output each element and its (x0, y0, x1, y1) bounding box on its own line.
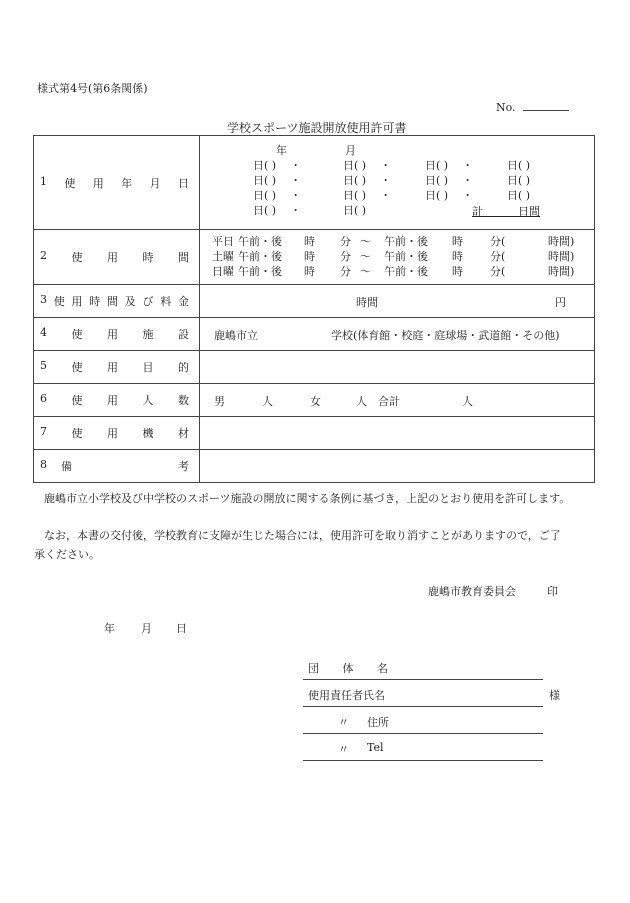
permit-statement: 鹿嶋市立小学校及び中学校のスポーツ施設の開放に関する条例に基づき，上記のとおり使用を許可します。 (44, 492, 571, 505)
time-line-sunday: 日曜 午前・後 時 分 ～ 午前・後 時 分( 時間) (212, 265, 575, 278)
document-number (496, 101, 569, 114)
row-label-time: 2 使 用 時 間 (34, 230, 200, 285)
address-line[interactable] (303, 733, 543, 734)
ditto-mark-tel: 〃 (338, 743, 349, 756)
fee-yen: 円 (555, 296, 566, 309)
remarks-field[interactable] (200, 450, 595, 483)
permit-table (33, 135, 595, 483)
table-row (34, 450, 595, 483)
table-row (34, 384, 595, 417)
row-label-date: 1 使 用 年 月 日 (34, 136, 200, 230)
tel-line[interactable] (303, 760, 543, 761)
date-field[interactable]: 年 月 日( ) ・ 日( ) ・ 日( ) ・ 日( ) ・ 日( ) ・ 日( ) ・ 日( ) ・ 日( ) 日( ) ・ 日( ) ・ 日( ) ・ 日( ) 日( ) 日( ) 計 日間 (200, 136, 595, 230)
fee-field[interactable] (200, 285, 595, 318)
table-row (34, 318, 595, 351)
address-label: 住所 (367, 716, 389, 729)
row-label-fee: 3 使 用 時 間 及 び 料 金 (34, 285, 200, 318)
no-label: No. (496, 101, 516, 114)
row-label-facility: 4 使 用 施 設 (34, 318, 200, 351)
issue-date-year: 年 (104, 622, 115, 635)
day-slots-col1: 日( ) ・ 日( ) ・ 日( ) ・ 日( ) ・ (253, 159, 302, 217)
responsible-label: 使用責任者氏名 (308, 689, 385, 702)
group-name-label: 団 体 名 (308, 662, 388, 675)
table-row (34, 351, 595, 384)
page-title: 学校スポーツ施設開放使用許可書 (227, 121, 407, 135)
sama-suffix: 様 (549, 689, 560, 702)
table-row (34, 230, 595, 285)
time-lines (212, 234, 574, 279)
day-slots-col3: 日( ) ・ 日( ) ・ 日( ) ・ (425, 159, 474, 202)
issuer-name: 鹿嶋市教育委員会 (428, 585, 516, 598)
table-row (34, 285, 595, 318)
day-slots-col2: 日( ) ・ 日( ) ・ 日( ) ・ 日( ) (343, 159, 392, 217)
time-field[interactable] (200, 230, 595, 285)
row-label-equipment: 7 使 用 機 材 (34, 417, 200, 450)
time-line-saturday: 土曜 午前・後 時 分 ～ 午前・後 時 分( 時間) (212, 250, 575, 263)
group-name-line[interactable] (303, 679, 543, 680)
ditto-mark-address: 〃 (338, 716, 349, 729)
issue-date-day: 日 (176, 622, 187, 635)
fee-hours: 時間 (356, 296, 378, 309)
issue-date-month: 月 (141, 622, 152, 635)
notice-line-2: 承ください。 (34, 548, 100, 561)
facility-field[interactable] (200, 318, 595, 351)
purpose-field[interactable] (200, 351, 595, 384)
table-row (34, 136, 595, 230)
tel-label: Tel (367, 741, 384, 754)
seal-mark: 印 (547, 585, 558, 598)
notice-line-1: なお，本書の交付後，学校教育に支障が生じた場合には，使用許可を取り消すことがありますので，ご了 (44, 529, 561, 542)
facility-school: 学校(体育館・校庭・庭球場・武道館・その他) (331, 329, 560, 342)
table-row (34, 417, 595, 450)
no-blank (523, 110, 569, 111)
row-label-remarks: 8 備 考 (34, 450, 200, 483)
equipment-field[interactable] (200, 417, 595, 450)
responsible-line[interactable] (303, 706, 543, 707)
row-label-purpose: 5 使 用 目 的 (34, 351, 200, 384)
row-label-people: 6 使 用 人 数 (34, 384, 200, 417)
time-line-weekday: 平日 午前・後 時 分 ～ 午前・後 時 分( 時間) (212, 235, 575, 248)
form-number: 様式第4号(第6条関係) (37, 82, 148, 95)
day-slots-col4: 日( ) 日( ) 日( ) (507, 159, 531, 202)
facility-city: 鹿嶋市立 (214, 329, 258, 342)
people-field[interactable]: 男 人 女 人 合計 人 (200, 384, 595, 417)
total-days: 計 日間 (472, 205, 540, 218)
